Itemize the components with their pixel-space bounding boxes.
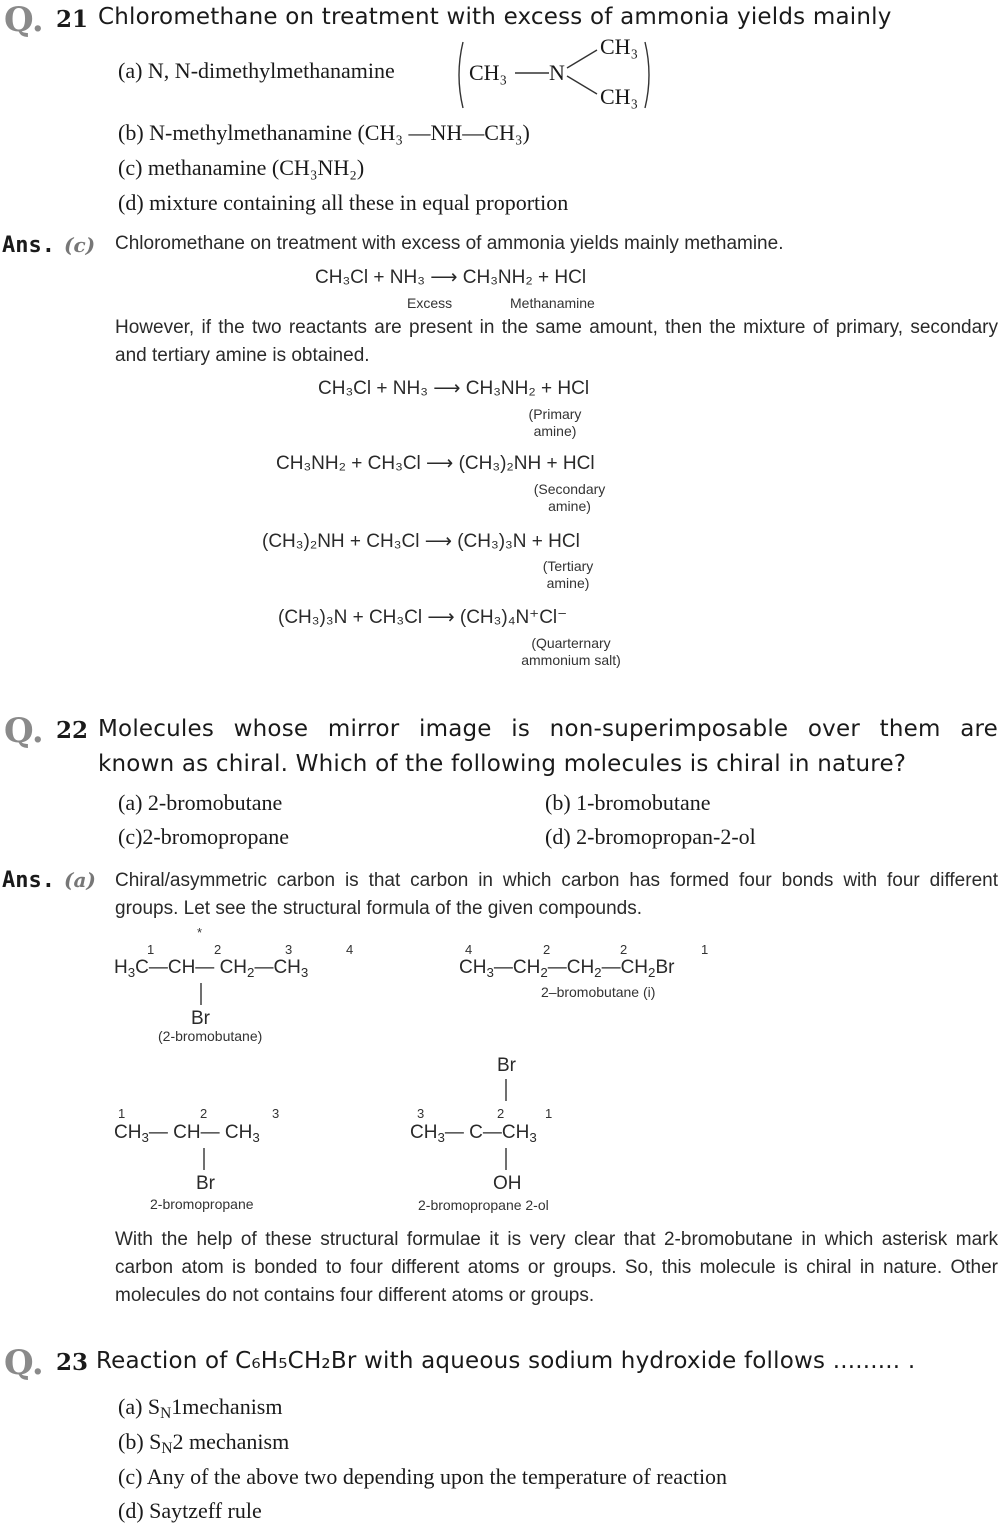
structure-caption-1: (2-bromobutane) (158, 1028, 263, 1044)
option-22-a: (a) 2-bromobutane (118, 790, 283, 815)
equation-main-note-product: Methanamine (510, 295, 595, 311)
carbon-number-1: 1 (701, 942, 709, 957)
question-blank-dots: ......... . (832, 1348, 916, 1374)
option-21-c: (c) methanamine (CH₃NH₂) (118, 155, 365, 180)
equation-4-note: (Quarternary ammonium salt) (521, 635, 621, 668)
struct-top-methyl: CH₃ (600, 34, 639, 59)
answer-choice-22: (a) (64, 868, 96, 892)
question-number-23: 23 (56, 1349, 89, 1376)
structure-1-bromobutane (455, 940, 775, 1010)
carbon-number-1: 1 (147, 942, 155, 957)
carbon-number-3: 3 (272, 1106, 280, 1121)
question-text-23 (96, 1348, 915, 1374)
option-21-d: (d) mixture containing all these in equal proportion (118, 190, 569, 215)
structure-2-bromopropane (110, 1106, 350, 1216)
equation-1-note: (Primary amine) (528, 406, 582, 439)
struct-left-methyl: CH₃ (469, 60, 508, 85)
bromine-substituent: Br (196, 1173, 215, 1194)
question-mark-21: Q. (4, 0, 44, 40)
carbon-number-3: 2 (543, 942, 551, 957)
question-number-21: 21 (56, 6, 89, 33)
question-mark-23: Q. (4, 1343, 44, 1383)
carbon-number-3: 3 (417, 1106, 425, 1121)
carbon-number-4: 4 (346, 942, 354, 957)
answer-choice-21: (c) (64, 233, 96, 257)
question-mark-22: Q. (4, 711, 44, 751)
carbon-number-3: 3 (285, 942, 293, 957)
answer-label-21: Ans. (2, 233, 55, 258)
answer-conclusion-22: With the help of these structural formulae it is very clear that 2-bromobutane in which asterisk mark carbon atom is bonded to four different atoms or groups. So, this molecule is chiral in nature. Other molecules do not contains four different atoms or groups. (115, 1229, 998, 1306)
struct-nitrogen: N (549, 60, 565, 85)
carbon-number-1: 1 (545, 1106, 553, 1121)
structure-main-chain: $H_3C—CH—$ $CH_2—CH_3$ (114, 957, 309, 980)
option-22-d: (d) 2-bromopropan-2-ol (545, 824, 756, 849)
option-23-c: (c) Any of the above two depending upon the temperature of reaction (118, 1464, 728, 1489)
answer-paragraph-21: However, if the two reactants are present in the same amount, then the mixture of primary, secondary and tertiary amine is obtained. (115, 317, 998, 366)
carbon-number-2: 2 (620, 942, 628, 957)
structure-2-bromobutane (110, 925, 410, 1050)
equation-2: CH₃NH₂ + CH₃Cl ⟶ (CH₃)₂NH + HCl (276, 453, 595, 474)
struct-bottom-methyl: CH₃ (600, 84, 639, 109)
answer-label-22: Ans. (2, 868, 55, 893)
carbon-number-1: 1 (118, 1106, 126, 1121)
structure-2-bromopropan-2-ol (405, 1055, 645, 1220)
bond-to-bromine (504, 1079, 514, 1109)
structure-main-chain: $CH_3—$ CH— $CH_3$ (114, 1122, 260, 1145)
option-21-a: (a) N, N-dimethylmethanamine (118, 58, 395, 83)
bromine-substituent: Br (497, 1055, 516, 1076)
equation-main-note-excess: Excess (407, 295, 453, 311)
equation-3: (CH₃)₂NH + CH₃Cl ⟶ (CH₃)₃N + HCl (262, 531, 580, 552)
chiral-asterisk: * (197, 925, 203, 940)
question-text-22-line1: Molecules whose mirror image is non-superimposable over them are (98, 716, 998, 742)
carbon-number-4: 4 (465, 942, 473, 957)
equation-3-note: (Tertiary amine) (542, 558, 594, 591)
carbon-number-2: 2 (214, 942, 222, 957)
option-23-d: (d) Saytzeff rule (118, 1498, 262, 1523)
carbon-number-2: 2 (497, 1106, 505, 1121)
option-23-b: (b) $S_N2$ mechanism (118, 1429, 290, 1457)
answer-text-22: Chiral/asymmetric carbon is that carbon in which carbon has formed four bonds with four different groups. Let see the structural formula of the given compounds. (115, 870, 998, 919)
equation-1: CH₃Cl + NH₃ ⟶ CH₃NH₂ + HCl (318, 378, 590, 399)
structure-main-chain: $CH_3—$ $C—CH_3$ (410, 1122, 537, 1145)
carbon-number-2: 2 (200, 1106, 208, 1121)
option-23-a: (a) $S_N1mechanism$ (118, 1394, 283, 1422)
trimethylamine-structure (455, 34, 665, 112)
option-22-c: (c)2-bromopropane (118, 824, 290, 849)
question-text-23-main: Reaction of C₆H₅CH₂Br with aqueous sodium hydroxide follows (96, 1348, 826, 1374)
equation-2-note: (Secondary amine) (533, 481, 606, 514)
option-21-b: (b) N-methylmethanamine (CH₃ —NH—CH₃) (118, 120, 530, 145)
structure-main-chain: $CH_3—CH_2—CH_2—CH_2Br$ (459, 957, 675, 980)
option-22-b: (b) 1-bromobutane (545, 790, 711, 815)
bromine-substituent: Br (191, 1008, 210, 1029)
question-text-22-line2: known as chiral. Which of the following molecules is chiral in nature? (98, 751, 907, 777)
question-text-21: Chloromethane on treatment with excess of ammonia yields mainly (98, 4, 892, 30)
structure-caption-2: 2–bromobutane (i) (541, 984, 656, 1000)
structure-caption-4: 2-bromopropane 2-ol (418, 1197, 549, 1213)
equation-4: (CH₃)₃N + CH₃Cl ⟶ (CH₃)₄N⁺Cl⁻ (278, 607, 568, 628)
question-number-22: 22 (56, 717, 89, 744)
equation-main: CH₃Cl + NH₃ ⟶ CH₃NH₂ + HCl (315, 267, 587, 288)
structure-caption-3: 2-bromopropane (150, 1196, 254, 1212)
hydroxyl-substituent: OH (493, 1173, 522, 1194)
answer-text-21: Chloromethane on treatment with excess of ammonia yields mainly methamine. (115, 233, 784, 254)
